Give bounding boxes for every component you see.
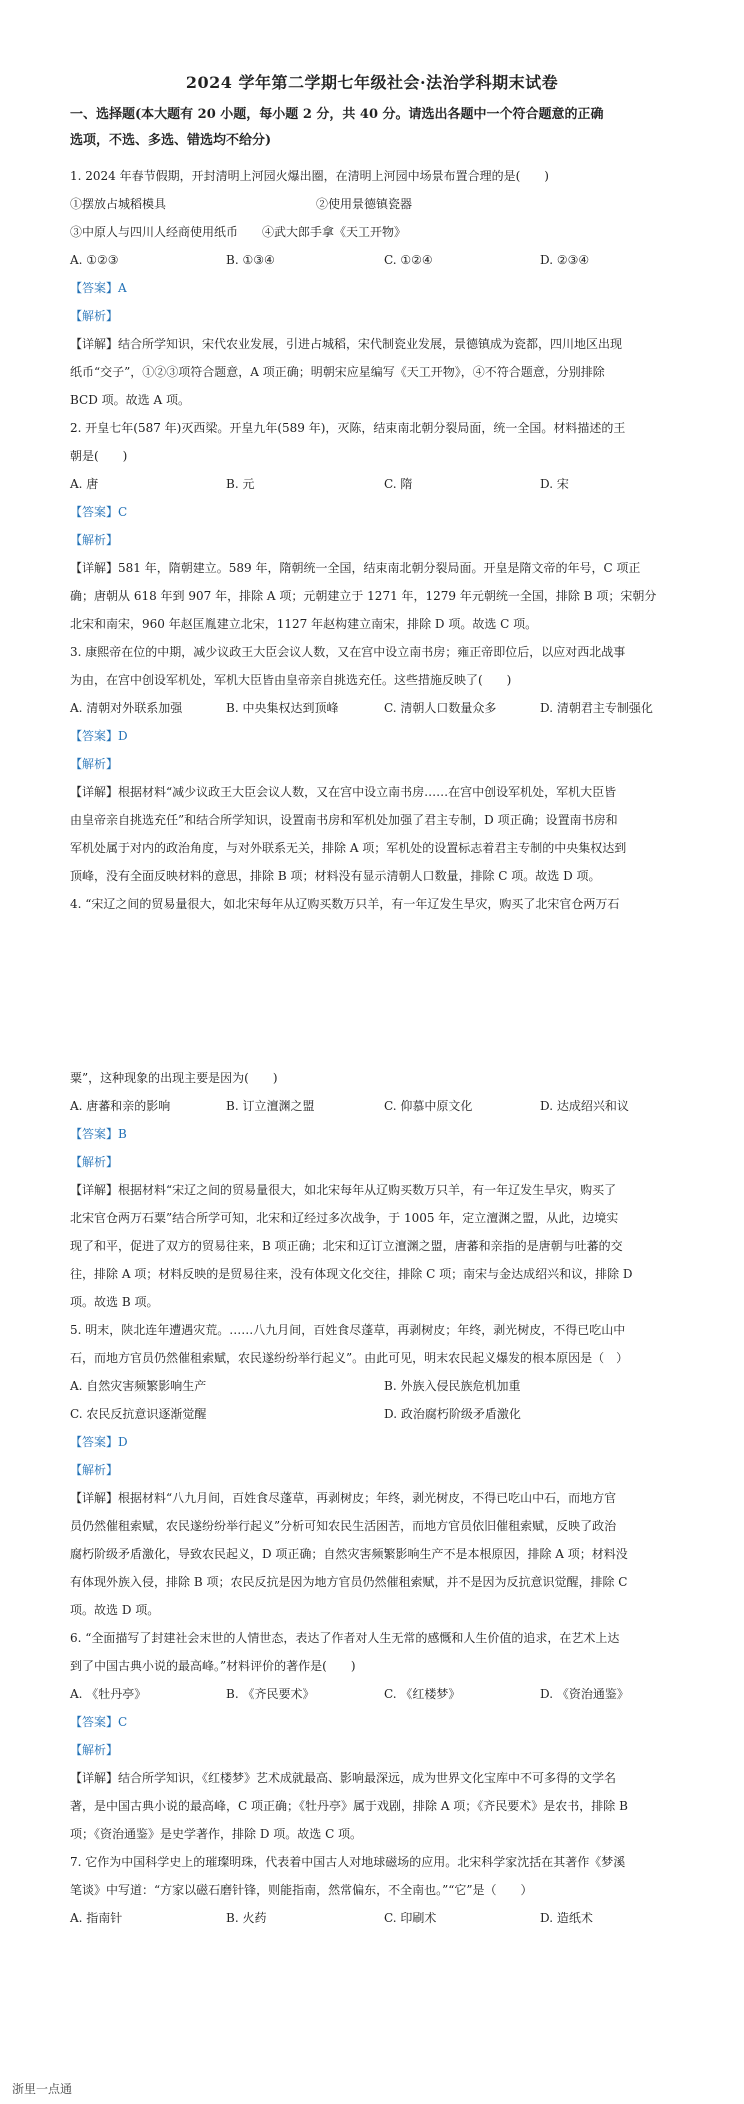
q4-detail-line: 项。故选 B 项。	[70, 1295, 159, 1309]
q7-stem: 笔谈》中写道：“方家以磁石磨针锋，则能指南，然常偏东，不全南也。”“它”是（ ）	[70, 1883, 533, 1897]
q7-option-b: B. 火药	[226, 1911, 267, 1925]
q2-analysis-label: 【解析】	[70, 533, 119, 547]
q1-option-d: D. ②③④	[540, 253, 590, 267]
q3-analysis-label: 【解析】	[70, 757, 119, 771]
q2-option-b: B. 元	[226, 477, 255, 491]
q6-option-b: B. 《齐民要术》	[226, 1687, 315, 1701]
q1-item-4: ④武大郎手拿《天工开物》	[262, 225, 407, 239]
q3-detail-line: 【详解】根据材料“减少议政王大臣会议人数，又在宫中设立南书房……在宫中创设军机处，军机大臣皆	[70, 785, 617, 799]
q4-detail-line: 现了和平，促进了双方的贸易往来，B 项正确；北宋和辽订立澶渊之盟，唐蕃和亲指的是唐朝与吐蕃的交	[70, 1239, 623, 1253]
section-heading-line1: 一、选择题(本大题有 20 小题，每小题 2 分，共 40 分。请选出各题中一个符合题意的正确	[70, 107, 604, 122]
q2-detail-line: 【详解】581 年，隋朝建立。589 年，隋朝统一全国，结束南北朝分裂局面。开皇是隋文帝的年号，C 项正	[70, 561, 641, 575]
q2-detail-line: 确；唐朝从 618 年到 907 年，排除 A 项；元朝建立于 1271 年，1279 年元朝统一全国，排除 B 项；宋朝分	[70, 589, 657, 603]
q5-detail-line: 员仍然催租索赋，农民遂纷纷举行起义”分析可知农民生活困苦，而地方官员依旧催租索赋，反映了政治	[70, 1519, 617, 1533]
q6-option-a: A. 《牡丹亭》	[70, 1687, 147, 1701]
q5-analysis-label: 【解析】	[70, 1463, 119, 1477]
q7-option-a: A. 指南针	[70, 1911, 123, 1925]
q4-option-b: B. 订立澶渊之盟	[226, 1099, 315, 1113]
q4-detail-line: 北宋官仓两万石粟”结合所学可知，北宋和辽经过多次战争，于 1005 年，定立澶渊之盟，从此，边境实	[70, 1211, 619, 1225]
q6-detail-line: 著，是中国古典小说的最高峰，C 项正确；《牡丹亭》属于戏剧，排除 A 项；《齐民要术》是农书，排除 B	[70, 1799, 628, 1813]
q6-stem: 6. “全面描写了封建社会末世的人情世态，表达了作者对人生无常的感慨和人生价值的追求，在艺术上达	[70, 1631, 620, 1645]
q3-stem: 为由，在宫中创设军机处，军机大臣皆由皇帝亲自挑选充任。这些措施反映了( )	[70, 673, 512, 687]
q2-answer: 【答案】C	[70, 505, 128, 519]
q3-stem: 3. 康熙帝在位的中期，减少议政王大臣会议人数，又在宫中设立南书房；雍正帝即位后，以应对西北战事	[70, 645, 626, 659]
q2-stem: 朝是( )	[70, 449, 128, 463]
q1-item-3: ③中原人与四川人经商使用纸币	[70, 225, 239, 239]
q1-stem: 1. 2024 年春节假期，开封清明上河园火爆出圈，在清明上河园中场景布置合理的是( )	[70, 169, 549, 183]
q5-answer: 【答案】D	[70, 1435, 128, 1449]
q7-option-c: C. 印刷术	[384, 1911, 437, 1925]
q1-detail-line: 【详解】结合所学知识，宋代农业发展，引进占城稻，宋代制瓷业发展，景德镇成为瓷都，四川地区出现	[70, 337, 623, 351]
q6-detail-line: 【详解】结合所学知识，《红楼梦》艺术成就最高、影响最深远，成为世界文化宝库中不可多得的文学名	[70, 1771, 617, 1785]
q1-item-1: ①摆放占城稻模具	[70, 197, 167, 211]
q2-option-c: C. 隋	[384, 477, 413, 491]
q5-detail-line: 有体现外族入侵，排除 B 项；农民反抗是因为地方官员仍然催租索赋，并不是因为反抗意识觉醒，排除 C	[70, 1575, 628, 1589]
q5-option-d: D. 政治腐朽阶级矛盾激化	[384, 1407, 521, 1421]
q6-option-d: D. 《资治通鉴》	[540, 1687, 629, 1701]
q1-option-b: B. ①③④	[226, 253, 275, 267]
q4-detail-line: 往，排除 A 项；材料反映的是贸易往来，没有体现文化交往，排除 C 项；南宋与金达成绍兴和议，排除 D	[70, 1267, 633, 1281]
q4-option-a: A. 唐蕃和亲的影响	[70, 1099, 171, 1113]
q2-option-a: A. 唐	[70, 477, 99, 491]
page-title: 2024 学年第二学期七年级社会·法治学科期末试卷	[185, 73, 559, 92]
q1-analysis-label: 【解析】	[70, 309, 119, 323]
q1-answer: 【答案】A	[70, 281, 127, 295]
q3-detail-line: 军机处属于对内的政治角度，与对外联系无关，排除 A 项；军机处的设置标志着君主专制的中央集权达到	[70, 841, 627, 855]
q5-option-a: A. 自然灾害频繁影响生产	[70, 1379, 207, 1393]
q5-stem: 5. 明末，陕北连年遭遇灾荒。……八九月间，百姓食尽蓬草，再剥树皮；年终，剥光树皮，不得已吃山中	[70, 1323, 626, 1337]
q6-answer: 【答案】C	[70, 1715, 128, 1729]
q3-answer: 【答案】D	[70, 729, 128, 743]
q1-option-a: A. ①②③	[70, 253, 119, 267]
q1-item-2: ②使用景德镇瓷器	[316, 197, 413, 211]
q4-answer: 【答案】B	[70, 1127, 127, 1141]
q3-option-a: A. 清朝对外联系加强	[70, 701, 183, 715]
q1-detail-line: BCD 项。故选 A 项。	[70, 393, 190, 407]
q2-stem: 2. 开皇七年(587 年)灭西梁。开皇九年(589 年)，灭陈，结束南北朝分裂局面，统一全国。材料描述的王	[70, 421, 626, 435]
q4-stem: 粟”，这种现象的出现主要是因为( )	[70, 1071, 278, 1085]
q4-analysis-label: 【解析】	[70, 1155, 119, 1169]
q4-detail-line: 【详解】根据材料“宋辽之间的贸易量很大，如北宋每年从辽购买数万只羊，有一年辽发生旱灾，购买了	[70, 1183, 617, 1197]
q5-detail-line: 项。故选 D 项。	[70, 1603, 160, 1617]
q1-detail-line: 纸币“交子”，①②③项符合题意，A 项正确；明朝宋应星编写《天工开物》，④不符合题意，分别排除	[70, 365, 605, 379]
q4-stem: 4. “宋辽之间的贸易量很大，如北宋每年从辽购买数万只羊，有一年辽发生旱灾，购买了北宋官仓两万石	[70, 897, 620, 911]
q3-option-b: B. 中央集权达到顶峰	[226, 701, 339, 715]
q7-stem: 7. 它作为中国科学史上的璀璨明珠，代表着中国古人对地球磁场的应用。北宋科学家沈括在其著作《梦溪	[70, 1855, 626, 1869]
q3-option-d: D. 清朝君主专制强化	[540, 701, 653, 715]
q5-option-b: B. 外族入侵民族危机加重	[384, 1379, 521, 1393]
q4-option-d: D. 达成绍兴和议	[540, 1099, 629, 1113]
section-heading	[70, 102, 680, 154]
q5-stem: 石，而地方官员仍然催租索赋，农民遂纷纷举行起义”。由此可见，明末农民起义爆发的根本原因是（ ）	[70, 1351, 629, 1365]
q6-option-c: C. 《红楼梦》	[384, 1687, 461, 1701]
section-heading-line2: 选项，不选、多选、错选均不给分)	[70, 133, 272, 148]
q1-option-c: C. ①②④	[384, 253, 433, 267]
footer-watermark: 浙里一点通	[12, 2082, 73, 2096]
q3-detail-line: 顶峰，没有全面反映材料的意思，排除 B 项；材料没有显示清朝人口数量，排除 C 项。故选 D 项。	[70, 869, 601, 883]
q4-option-c: C. 仰慕中原文化	[384, 1099, 473, 1113]
q2-option-d: D. 宋	[540, 477, 569, 491]
q6-stem: 到了中国古典小说的最高峰。”材料评价的著作是( )	[70, 1659, 356, 1673]
q2-detail-line: 北宋和南宋，960 年赵匡胤建立北宋，1127 年赵构建立南宋，排除 D 项。故选 C 项。	[70, 617, 538, 631]
q6-analysis-label: 【解析】	[70, 1743, 119, 1757]
q5-detail-line: 腐朽阶级矛盾激化，导致农民起义，D 项正确；自然灾害频繁影响生产不是本根原因，排除 A 项；材料没	[70, 1547, 628, 1561]
q5-detail-line: 【详解】根据材料“八九月间，百姓食尽蓬草，再剥树皮；年终，剥光树皮，不得已吃山中石，而地方官	[70, 1491, 617, 1505]
q5-option-c: C. 农民反抗意识逐渐觉醒	[70, 1407, 207, 1421]
q6-detail-line: 项；《资治通鉴》是史学著作，排除 D 项。故选 C 项。	[70, 1827, 363, 1841]
q3-option-c: C. 清朝人口数量众多	[384, 701, 497, 715]
q3-detail-line: 由皇帝亲自挑选充任”和结合所学知识，设置南书房和军机处加强了君主专制，D 项正确；设置南书房和	[70, 813, 618, 827]
q7-option-d: D. 造纸术	[540, 1911, 593, 1925]
